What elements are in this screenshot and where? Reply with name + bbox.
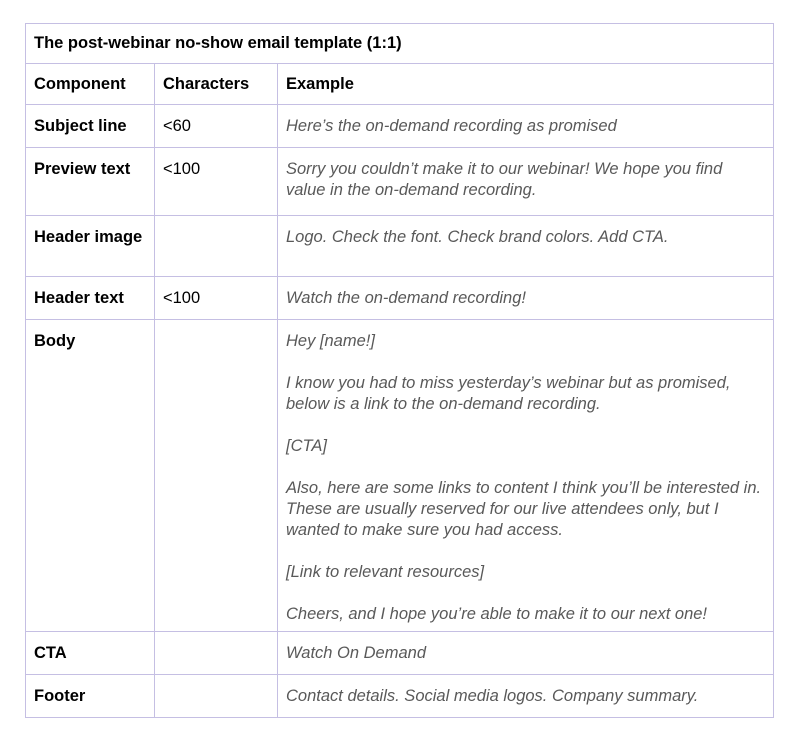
table-title-row [26,24,774,64]
characters-cell: <100 [155,277,278,320]
column-header-example: Example [278,64,774,105]
component-cell: Header image [26,216,155,277]
example-cell: Contact details. Social media logos. Company summary. [278,675,774,718]
example-cell-body [278,320,774,632]
example-cell: Watch the on-demand recording! [278,277,774,320]
body-paragraph: Cheers, and I hope you’re able to make it to our next one! [286,605,708,623]
example-cell: Here’s the on-demand recording as promised [278,105,774,148]
characters-cell [155,632,278,675]
table-row [26,675,774,718]
email-template-table [25,23,774,718]
characters-cell: <60 [155,105,278,148]
table-header-row [26,64,774,105]
example-cell: Logo. Check the font. Check brand colors. Add CTA. [278,216,774,277]
characters-cell [155,675,278,718]
example-cell: Watch On Demand [278,632,774,675]
body-paragraph: Also, here are some links to content I think you’ll be interested in. These are usually reserved for our live attendees only, but I wanted to make sure you had access. [286,479,762,539]
characters-cell: <100 [155,148,278,216]
body-paragraph: [Link to relevant resources] [286,563,485,581]
characters-cell [155,320,278,632]
table-row [26,277,774,320]
component-cell: CTA [26,632,155,675]
column-header-component: Component [26,64,155,105]
body-paragraph: [CTA] [286,437,327,455]
component-cell: Header text [26,277,155,320]
table-row [26,320,774,632]
characters-cell [155,216,278,277]
body-paragraph: I know you had to miss yesterday’s webinar but as promised, below is a link to the on-demand recording. [286,374,731,413]
component-cell: Body [26,320,155,632]
component-cell: Footer [26,675,155,718]
table-title: The post-webinar no-show email template (1:1) [26,24,774,64]
column-header-characters: Characters [155,64,278,105]
component-cell: Subject line [26,105,155,148]
body-paragraph: Hey [name!] [286,332,375,350]
table-row [26,216,774,277]
example-cell: Sorry you couldn’t make it to our webinar! We hope you find value in the on-demand recording. [278,148,774,216]
table-row [26,632,774,675]
table-row [26,105,774,148]
table-row [26,148,774,216]
component-cell: Preview text [26,148,155,216]
